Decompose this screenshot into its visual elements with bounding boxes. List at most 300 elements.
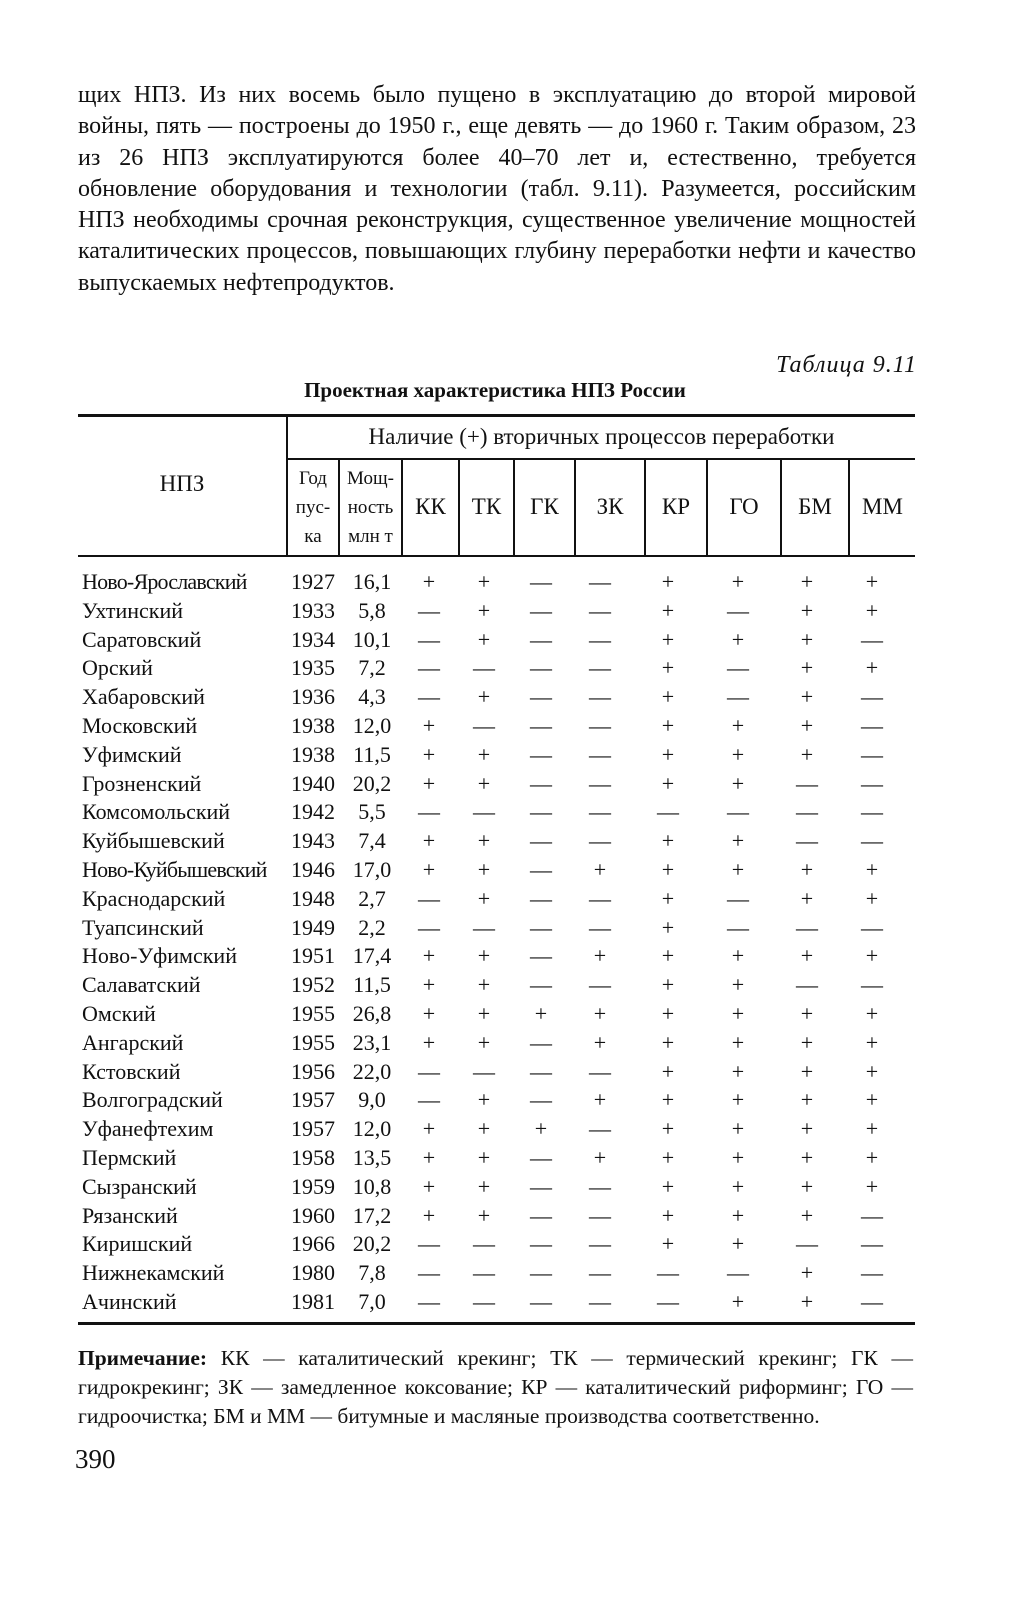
- refinery-name: Грозненский: [82, 770, 202, 796]
- process-mark: +: [731, 857, 745, 882]
- process-mark: +: [477, 972, 491, 998]
- header-zk: ЗК: [596, 494, 624, 519]
- table-row: [0, 1288, 1012, 1317]
- process-mark: —: [418, 655, 440, 681]
- refinery-name: Уфимский: [82, 741, 182, 767]
- process-mark: +: [865, 885, 879, 911]
- process-mark: —: [418, 684, 440, 710]
- capacity-value: 20,2: [352, 770, 392, 796]
- process-mark: +: [661, 1116, 675, 1142]
- process-mark: —: [530, 943, 552, 969]
- start-year: 1933: [291, 597, 335, 623]
- start-year: 1955: [291, 1029, 335, 1055]
- process-mark: +: [477, 597, 491, 623]
- header-mm: ММ: [862, 494, 903, 519]
- note-label: Примечание:: [78, 1346, 208, 1370]
- process-mark: +: [731, 770, 745, 796]
- process-mark: —: [530, 569, 552, 594]
- process-mark: —: [861, 684, 883, 710]
- process-mark: +: [661, 1173, 675, 1199]
- start-year: 1934: [291, 626, 335, 652]
- process-mark: +: [477, 1145, 491, 1170]
- process-mark: +: [865, 1173, 879, 1199]
- start-year: 1942: [291, 799, 335, 825]
- process-mark: —: [796, 1231, 818, 1257]
- process-mark: +: [422, 770, 436, 796]
- table-label: Таблица 9.11: [776, 352, 917, 378]
- process-mark: +: [800, 597, 814, 623]
- process-mark: —: [589, 1058, 611, 1084]
- process-mark: +: [477, 770, 491, 796]
- process-mark: +: [800, 569, 814, 594]
- capacity-value: 4,3: [358, 684, 386, 710]
- process-mark: —: [530, 972, 552, 998]
- table-row: [0, 1086, 1012, 1115]
- process-mark: —: [530, 626, 552, 652]
- process-mark: +: [731, 741, 745, 767]
- process-mark: —: [473, 1058, 495, 1084]
- capacity-value: 7,0: [358, 1289, 386, 1314]
- header-process-group: Наличие (+) вторичных процессов переработки: [368, 424, 835, 449]
- capacity-value: 12,0: [352, 713, 392, 738]
- process-mark: +: [865, 569, 879, 594]
- header-go: ГО: [729, 494, 759, 519]
- process-mark: —: [530, 655, 552, 681]
- process-mark: +: [661, 770, 675, 796]
- process-mark: +: [800, 885, 814, 911]
- process-mark: —: [589, 597, 611, 623]
- refinery-name: Хабаровский: [82, 684, 205, 710]
- refinery-name: Нижнекамский: [82, 1260, 225, 1286]
- process-mark: —: [589, 1116, 611, 1142]
- process-mark: —: [530, 770, 552, 796]
- process-mark: —: [418, 1231, 440, 1257]
- process-mark: —: [530, 713, 552, 738]
- refinery-name: Ухтинский: [82, 597, 183, 623]
- process-mark: —: [418, 914, 440, 940]
- table-row: [0, 798, 1012, 827]
- process-mark: +: [731, 828, 745, 854]
- process-mark: +: [661, 1087, 675, 1113]
- process-mark: —: [418, 799, 440, 825]
- start-year: 1927: [291, 569, 335, 594]
- process-mark: +: [477, 1001, 491, 1026]
- process-mark: +: [865, 857, 879, 882]
- process-mark: —: [473, 1231, 495, 1257]
- header-capacity-line2: ность: [347, 497, 394, 518]
- process-mark: —: [589, 1289, 611, 1314]
- process-mark: —: [727, 1260, 749, 1286]
- capacity-value: 20,2: [352, 1231, 392, 1257]
- process-mark: +: [800, 1029, 814, 1055]
- process-mark: —: [861, 770, 883, 796]
- header-bottom-rule: [78, 555, 915, 557]
- process-mark: +: [422, 972, 436, 998]
- process-mark: +: [800, 1289, 814, 1314]
- process-mark: +: [593, 1145, 607, 1170]
- process-mark: +: [477, 1173, 491, 1199]
- process-mark: —: [796, 972, 818, 998]
- header-capacity-line1: Мощ-: [347, 468, 394, 489]
- process-mark: +: [477, 626, 491, 652]
- process-mark: —: [796, 828, 818, 854]
- refinery-name: Ново-Уфимский: [82, 943, 237, 969]
- start-year: 1935: [291, 655, 335, 681]
- table-row: [0, 1202, 1012, 1231]
- process-mark: +: [731, 1001, 745, 1026]
- page-number: 390: [75, 1444, 116, 1474]
- process-mark: —: [861, 799, 883, 825]
- table-row: [0, 683, 1012, 712]
- process-mark: —: [589, 569, 611, 594]
- process-mark: +: [661, 569, 675, 594]
- process-mark: +: [661, 885, 675, 911]
- refinery-name: Куйбышевский: [82, 828, 225, 854]
- capacity-value: 7,4: [358, 828, 386, 854]
- refinery-name: Краснодарский: [82, 885, 226, 911]
- process-mark: +: [661, 626, 675, 652]
- process-mark: —: [530, 1173, 552, 1199]
- start-year: 1960: [291, 1202, 335, 1228]
- start-year: 1936: [291, 684, 335, 710]
- process-mark: +: [865, 597, 879, 623]
- process-mark: +: [661, 713, 675, 738]
- capacity-value: 7,2: [358, 655, 386, 681]
- table-row: [0, 1000, 1012, 1029]
- process-mark: —: [473, 655, 495, 681]
- process-mark: —: [589, 799, 611, 825]
- process-mark: +: [800, 1260, 814, 1286]
- process-mark: +: [800, 684, 814, 710]
- process-mark: +: [422, 1145, 436, 1170]
- refinery-name: Туапсинский: [82, 914, 204, 940]
- process-mark: —: [861, 914, 883, 940]
- table-row: [0, 654, 1012, 683]
- process-mark: —: [418, 885, 440, 911]
- process-mark: +: [477, 741, 491, 767]
- process-mark: +: [865, 1116, 879, 1142]
- header-year-line1: Год: [299, 468, 327, 489]
- process-mark: +: [731, 972, 745, 998]
- note-text: КК — каталитический крекинг; ТК — термический крекинг; ГК — гидрокрекинг; ЗК — замедленное коксование; КР — каталитический риформинг; ГО — гидроочистка; БМ и ММ — битумные и масляные производства соответственно.: [78, 1346, 913, 1428]
- process-mark: +: [593, 943, 607, 969]
- process-mark: +: [800, 1058, 814, 1084]
- process-mark: —: [530, 828, 552, 854]
- process-mark: +: [477, 569, 491, 594]
- capacity-value: 9,0: [358, 1087, 386, 1113]
- process-mark: —: [530, 885, 552, 911]
- process-mark: +: [593, 1029, 607, 1055]
- process-mark: —: [589, 655, 611, 681]
- process-mark: —: [418, 1260, 440, 1286]
- process-mark: +: [800, 655, 814, 681]
- capacity-value: 10,1: [352, 626, 392, 652]
- table-row: [0, 1115, 1012, 1144]
- process-mark: —: [530, 684, 552, 710]
- process-mark: +: [422, 943, 436, 969]
- process-mark: —: [796, 770, 818, 796]
- process-mark: —: [796, 799, 818, 825]
- process-mark: +: [661, 943, 675, 969]
- process-mark: —: [530, 597, 552, 623]
- process-mark: +: [731, 1202, 745, 1228]
- table-row: [0, 1173, 1012, 1202]
- process-mark: +: [661, 655, 675, 681]
- process-mark: —: [473, 1260, 495, 1286]
- refinery-name: Салаватский: [82, 972, 201, 998]
- process-mark: +: [422, 828, 436, 854]
- process-mark: +: [731, 1289, 745, 1314]
- process-mark: +: [800, 1173, 814, 1199]
- capacity-value: 23,1: [352, 1029, 392, 1055]
- table-row: [0, 1058, 1012, 1087]
- header-kk: КК: [415, 494, 446, 519]
- process-mark: —: [418, 597, 440, 623]
- process-mark: +: [534, 1116, 548, 1142]
- table-note: [78, 1344, 913, 1430]
- process-mark: +: [661, 1001, 675, 1026]
- process-mark: +: [661, 1029, 675, 1055]
- process-mark: —: [589, 828, 611, 854]
- process-mark: +: [865, 1029, 879, 1055]
- process-mark: +: [422, 1173, 436, 1199]
- process-mark: +: [422, 569, 436, 594]
- process-mark: —: [473, 799, 495, 825]
- process-mark: —: [589, 1260, 611, 1286]
- process-mark: —: [861, 828, 883, 854]
- process-mark: —: [657, 799, 679, 825]
- capacity-value: 2,7: [358, 885, 386, 911]
- table-row: [0, 1144, 1012, 1173]
- process-mark: —: [727, 914, 749, 940]
- refinery-name: Уфанефтехим: [82, 1116, 214, 1142]
- process-mark: —: [418, 1058, 440, 1084]
- process-mark: +: [422, 713, 436, 738]
- process-mark: +: [477, 857, 491, 882]
- process-mark: +: [661, 1202, 675, 1228]
- process-mark: —: [727, 684, 749, 710]
- refinery-name: Сызранский: [82, 1173, 197, 1199]
- process-mark: +: [800, 626, 814, 652]
- refinery-name: Ачинский: [82, 1289, 177, 1314]
- process-mark: +: [477, 1116, 491, 1142]
- table-row: [0, 626, 1012, 655]
- process-mark: —: [861, 741, 883, 767]
- process-mark: —: [418, 1087, 440, 1113]
- process-mark: +: [865, 1145, 879, 1170]
- process-mark: +: [731, 1116, 745, 1142]
- header-year-line3: ка: [304, 526, 322, 547]
- start-year: 1958: [291, 1145, 335, 1170]
- process-mark: —: [727, 597, 749, 623]
- capacity-value: 17,0: [352, 857, 392, 882]
- table-row: [0, 712, 1012, 741]
- header-group-rule: [288, 458, 915, 460]
- table-title: Проектная характеристика НПЗ России: [304, 378, 686, 402]
- process-mark: +: [661, 857, 675, 882]
- process-mark: —: [589, 713, 611, 738]
- table-row: [0, 942, 1012, 971]
- process-mark: —: [530, 1087, 552, 1113]
- table-row: [0, 827, 1012, 856]
- process-mark: —: [530, 1202, 552, 1228]
- process-mark: +: [593, 1087, 607, 1113]
- start-year: 1957: [291, 1116, 335, 1142]
- refinery-name: Саратовский: [82, 626, 202, 652]
- process-mark: —: [530, 857, 552, 882]
- start-year: 1955: [291, 1001, 335, 1026]
- process-mark: +: [661, 597, 675, 623]
- process-mark: +: [477, 1029, 491, 1055]
- process-mark: +: [422, 1029, 436, 1055]
- process-mark: —: [796, 914, 818, 940]
- refinery-name: Омский: [82, 1001, 156, 1026]
- process-mark: +: [731, 1231, 745, 1257]
- process-mark: +: [477, 684, 491, 710]
- start-year: 1946: [291, 857, 335, 882]
- process-mark: +: [477, 828, 491, 854]
- process-mark: —: [589, 741, 611, 767]
- process-mark: —: [530, 799, 552, 825]
- table-row: [0, 568, 1012, 597]
- start-year: 1951: [291, 943, 335, 969]
- process-mark: —: [589, 914, 611, 940]
- process-mark: +: [661, 828, 675, 854]
- table-row: [0, 1230, 1012, 1259]
- process-mark: —: [530, 741, 552, 767]
- header-capacity-line3: млн т: [348, 526, 393, 547]
- process-mark: +: [800, 1001, 814, 1026]
- header-gk: ГК: [530, 494, 559, 519]
- capacity-value: 12,0: [352, 1116, 392, 1142]
- process-mark: +: [800, 1202, 814, 1228]
- table-row: [0, 1259, 1012, 1288]
- capacity-value: 5,8: [358, 597, 386, 623]
- process-mark: —: [727, 655, 749, 681]
- capacity-value: 17,4: [352, 943, 392, 969]
- process-mark: +: [865, 1001, 879, 1026]
- process-mark: +: [477, 1202, 491, 1228]
- start-year: 1952: [291, 972, 335, 998]
- start-year: 1938: [291, 713, 335, 738]
- process-mark: +: [661, 972, 675, 998]
- process-mark: +: [731, 1173, 745, 1199]
- process-mark: —: [727, 799, 749, 825]
- process-mark: +: [593, 857, 607, 882]
- process-mark: +: [422, 857, 436, 882]
- process-mark: +: [800, 1116, 814, 1142]
- start-year: 1959: [291, 1173, 335, 1199]
- start-year: 1957: [291, 1087, 335, 1113]
- process-mark: +: [477, 885, 491, 911]
- process-mark: —: [530, 914, 552, 940]
- process-mark: —: [589, 684, 611, 710]
- process-mark: —: [473, 914, 495, 940]
- start-year: 1938: [291, 741, 335, 767]
- process-mark: +: [800, 943, 814, 969]
- process-mark: —: [861, 626, 883, 652]
- refinery-name: Пермский: [82, 1145, 177, 1170]
- start-year: 1956: [291, 1058, 335, 1084]
- process-mark: +: [800, 1087, 814, 1113]
- header-year-line2: пус-: [295, 497, 331, 518]
- process-mark: —: [530, 1260, 552, 1286]
- process-mark: —: [418, 626, 440, 652]
- process-mark: —: [589, 770, 611, 796]
- table-row: [0, 971, 1012, 1000]
- process-mark: —: [589, 1173, 611, 1199]
- table-row: [0, 597, 1012, 626]
- refinery-name: Ново-Ярославский: [82, 569, 247, 594]
- process-mark: —: [589, 1231, 611, 1257]
- process-mark: +: [800, 1145, 814, 1170]
- table-row: [0, 741, 1012, 770]
- refinery-name: Ангарский: [82, 1029, 184, 1055]
- process-mark: —: [861, 1202, 883, 1228]
- process-mark: +: [422, 1202, 436, 1228]
- process-mark: —: [861, 1260, 883, 1286]
- process-mark: +: [422, 1001, 436, 1026]
- process-mark: —: [473, 1289, 495, 1314]
- process-mark: +: [800, 857, 814, 882]
- capacity-value: 11,5: [353, 741, 391, 767]
- process-mark: +: [422, 1116, 436, 1142]
- table-row: [0, 914, 1012, 943]
- start-year: 1948: [291, 885, 335, 911]
- process-mark: +: [731, 1058, 745, 1084]
- refinery-name: Комсомольский: [82, 799, 231, 825]
- process-mark: +: [865, 1087, 879, 1113]
- capacity-value: 13,5: [352, 1145, 392, 1170]
- capacity-value: 10,8: [352, 1173, 392, 1199]
- process-mark: —: [530, 1029, 552, 1055]
- process-mark: +: [477, 943, 491, 969]
- process-mark: +: [865, 655, 879, 681]
- process-mark: +: [477, 1087, 491, 1113]
- header-tk: ТК: [471, 494, 502, 519]
- process-mark: —: [473, 713, 495, 738]
- refinery-name: Кстовский: [82, 1058, 181, 1084]
- start-year: 1966: [291, 1231, 335, 1257]
- process-mark: +: [731, 713, 745, 738]
- capacity-value: 17,2: [352, 1202, 392, 1228]
- process-mark: +: [661, 1231, 675, 1257]
- capacity-value: 11,5: [353, 972, 391, 998]
- process-mark: +: [661, 1058, 675, 1084]
- capacity-value: 5,5: [358, 799, 386, 825]
- process-mark: +: [661, 1145, 675, 1170]
- process-mark: —: [589, 626, 611, 652]
- process-mark: —: [861, 1289, 883, 1314]
- process-mark: +: [661, 741, 675, 767]
- header-refinery: НПЗ: [159, 471, 205, 496]
- process-mark: +: [865, 943, 879, 969]
- table-row: [0, 1029, 1012, 1058]
- refinery-name: Орский: [82, 655, 153, 681]
- table-row: [0, 885, 1012, 914]
- refinery-name: Ново-Куйбышевский: [82, 857, 267, 882]
- table-bottom-rule: [78, 1322, 915, 1325]
- process-mark: —: [861, 713, 883, 738]
- table-row: [0, 856, 1012, 885]
- process-mark: —: [861, 972, 883, 998]
- refinery-name: Волгоградский: [82, 1087, 223, 1113]
- process-mark: —: [589, 885, 611, 911]
- process-mark: —: [530, 1231, 552, 1257]
- process-mark: +: [731, 943, 745, 969]
- process-mark: +: [800, 741, 814, 767]
- process-mark: +: [731, 569, 745, 594]
